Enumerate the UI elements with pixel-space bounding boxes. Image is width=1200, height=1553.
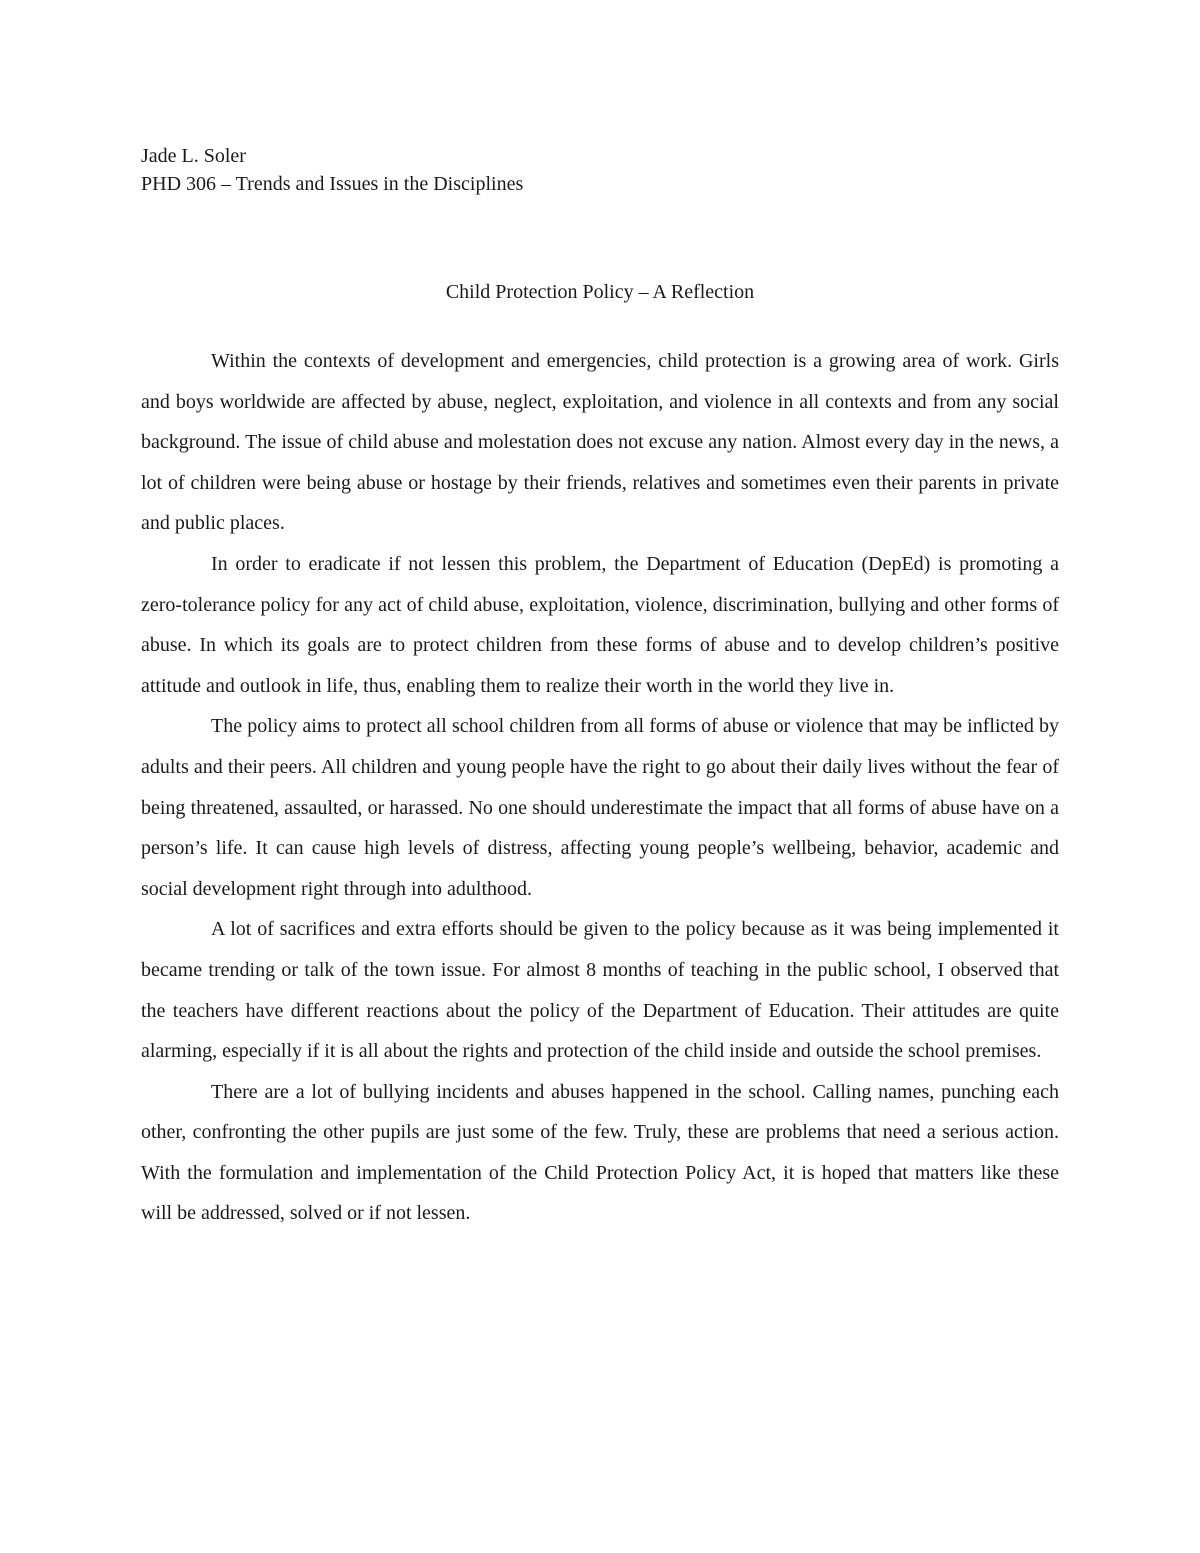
paragraph: In order to eradicate if not lessen this problem, the Department of Education (DepEd) is promoting a zero-tolerance policy for any act of child abuse, exploitation, violence, discrimination, bullying and other forms of abuse. In which its goals are to protect children from these forms of abuse and to develop children’s positive attitude and outlook in life, thus, enabling them to realize their worth in the world they live in. bbox=[141, 552, 1059, 697]
course-name: PHD 306 – Trends and Issues in the Disciplines bbox=[141, 173, 524, 195]
document-header bbox=[141, 142, 1059, 198]
paragraph: Within the contexts of development and emergencies, child protection is a growing area of work. Girls and boys worldwide are affected by abuse, neglect, exploitation, and violence in all contexts and from any social background. The issue of child abuse and molestation does not excuse any nation. Almost every day in the news, a lot of children were being abuse or hostage by their friends, relatives and sometimes even their parents in private and public places. bbox=[141, 350, 1059, 535]
paragraph: A lot of sacrifices and extra efforts should be given to the policy because as it was being implemented it became trending or talk of the town issue. For almost 8 months of teaching in the public school, I observed that the teachers have different reactions about the policy of the Department of Education. Their attitudes are quite alarming, especially if it is all about the rights and protection of the child inside and outside the school premises. bbox=[141, 918, 1059, 1063]
author-name: Jade L. Soler bbox=[141, 145, 246, 167]
paragraph: The policy aims to protect all school children from all forms of abuse or violence that may be inflicted by adults and their peers. All children and young people have the right to go about their daily lives without the fear of being threatened, assaulted, or harassed. No one should underestimate the impact that all forms of abuse have on a person’s life. It can cause high levels of distress, affecting young people’s wellbeing, behavior, academic and social development right through into adulthood. bbox=[141, 715, 1059, 900]
document-title: Child Protection Policy – A Reflection bbox=[445, 281, 755, 303]
document-body bbox=[141, 341, 1059, 1234]
paragraph: There are a lot of bullying incidents and abuses happened in the school. Calling names, punching each other, confronting the other pupils are just some of the few. Truly, these are problems that need a serious action. With the formulation and implementation of the Child Protection Policy Act, it is hoped that matters like these will be addressed, solved or if not lessen. bbox=[141, 1080, 1059, 1225]
